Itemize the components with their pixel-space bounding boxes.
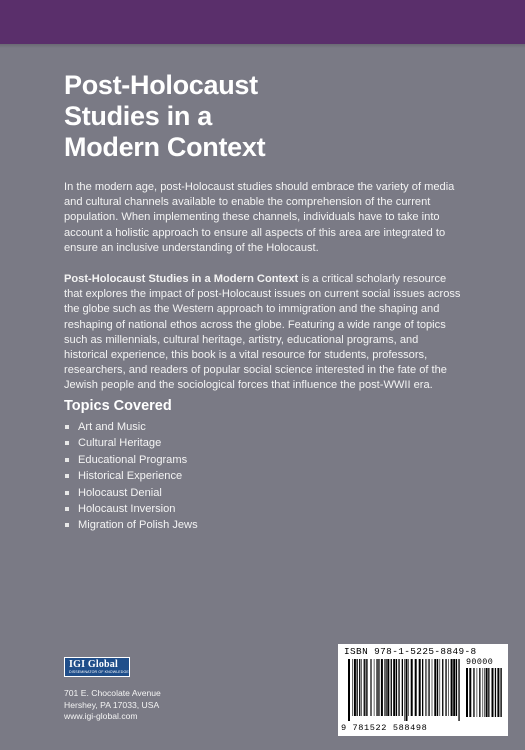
barcode-bar	[393, 659, 395, 716]
barcode-bar	[364, 659, 365, 716]
barcode-bar	[385, 659, 386, 716]
barcode-bar	[376, 659, 377, 716]
barcode-bar	[411, 659, 413, 716]
barcode-bar	[451, 659, 453, 716]
barcode-bar	[466, 668, 468, 717]
square-bullet-icon	[65, 425, 69, 429]
barcode-bar	[387, 659, 389, 716]
address-line: Hershey, PA 17033, USA	[64, 699, 160, 710]
square-bullet-icon	[65, 458, 69, 462]
top-color-band	[0, 0, 525, 44]
barcode-bar	[391, 659, 392, 716]
publisher-website: www.igi-global.com	[64, 711, 138, 722]
topic-item	[64, 452, 364, 468]
barcode-bar	[384, 659, 385, 716]
barcode-bar	[492, 668, 494, 717]
topic-label: Holocaust Inversion	[78, 503, 176, 516]
barcode-bar	[371, 659, 372, 716]
barcode-bar	[366, 659, 367, 716]
square-bullet-icon	[65, 474, 69, 478]
logo-main-text: IGI Global	[69, 659, 118, 670]
isbn-barcode	[338, 644, 508, 736]
topic-label: Migration of Polish Jews	[78, 519, 198, 532]
title-line: Post-Holocaust	[64, 70, 258, 100]
ean-digits: 9 781522 588498	[341, 723, 428, 733]
barcode-bar	[484, 668, 485, 717]
barcode-bar	[367, 659, 368, 716]
book-title	[64, 70, 384, 163]
barcode-bar	[432, 659, 433, 716]
barcode-bar	[396, 659, 397, 716]
top-band-shadow	[0, 44, 525, 48]
publisher-address	[64, 688, 161, 723]
barcode-bar	[348, 659, 350, 721]
barcode-bar	[354, 659, 356, 716]
barcode-bar	[425, 659, 426, 716]
square-bullet-icon	[65, 523, 69, 527]
barcode-bar	[453, 659, 455, 716]
address-line: 701 E. Chocolate Avenue	[64, 688, 161, 698]
barcode-bar	[445, 659, 446, 716]
topic-item	[64, 435, 364, 451]
barcode-bar	[440, 659, 441, 716]
barcode-bar	[402, 659, 403, 716]
barcode-bar	[437, 659, 438, 716]
topic-item	[64, 501, 364, 517]
square-bullet-icon	[65, 491, 69, 495]
topics-list	[64, 419, 364, 534]
igi-global-logo	[64, 657, 130, 677]
barcode-bar	[370, 659, 371, 716]
addon-barcode-bars	[466, 668, 502, 722]
title-line: Modern Context	[64, 132, 266, 162]
barcode-bar	[479, 668, 480, 717]
barcode-bar	[456, 659, 457, 716]
topic-item	[64, 468, 364, 484]
logo-sub-text: DISSEMINATOR OF KNOWLEDGE	[69, 670, 129, 674]
barcode-bar	[406, 659, 408, 721]
barcode-bar	[415, 659, 417, 716]
barcode-bar	[500, 668, 501, 717]
barcode-bar	[483, 668, 484, 717]
barcode-bar	[381, 659, 383, 716]
barcode-bar	[361, 659, 362, 716]
barcode-bar	[501, 668, 502, 717]
topics-heading: Topics Covered	[64, 398, 172, 414]
barcode-bar	[419, 659, 421, 716]
topic-label: Art and Music	[78, 421, 146, 433]
barcode-bar	[473, 668, 474, 717]
topic-label: Educational Programs	[78, 453, 188, 466]
ean-barcode-bars	[348, 659, 460, 721]
addon-digits: 90000	[466, 657, 494, 667]
topic-label: Historical Experience	[78, 470, 183, 483]
topic-label: Cultural Heritage	[78, 437, 162, 450]
barcode-bar	[448, 659, 449, 716]
intro-paragraph: In the modern age, post-Holocaust studies should embrace the variety of media and cultural channels available to enable the comprehension of the current population. When implementing these channels, individuals have to take into account a holistic approach to ensure all aspects of this area are integrated to ensure an inclusive understanding of the Holocaust.	[64, 181, 455, 254]
barcode-bar	[497, 668, 499, 717]
barcode-bar	[398, 659, 399, 716]
barcode-bar	[378, 659, 379, 716]
isbn-text: ISBN 978-1-5225-8849-8	[344, 646, 477, 657]
barcode-bar	[477, 668, 478, 717]
topic-label: Holocaust Denial	[78, 486, 162, 499]
square-bullet-icon	[65, 441, 69, 445]
barcode-bar	[427, 659, 428, 716]
barcode-bar	[404, 659, 405, 721]
topic-item	[64, 419, 364, 435]
barcode-bar	[359, 659, 360, 716]
description-paragraph	[64, 272, 464, 394]
barcode-bar	[428, 659, 429, 716]
barcode-bar	[434, 659, 436, 716]
topic-item	[64, 517, 364, 533]
description-book-title: Post-Holocaust Studies in a Modern Context	[64, 273, 299, 285]
title-line: Studies in a	[64, 101, 212, 131]
topic-item	[64, 485, 364, 501]
barcode-bar	[374, 659, 375, 716]
barcode-bar	[495, 668, 496, 717]
description-text: is a critical scholarly resource that explores the impact of post-Holocaust issues on current social issues across the globe such as the Western approach to immigration and the shaping and reshaping of national ethos across the globe. Featuring a wide range of topics such as millennials, cultural heritage, artistry, educational programs, and historical experience, this book is a vital resource for students, professors, researchers, and readers of popular social science interested in the fate of the Jewish people and the sociological forces that influence the post-WWII era.	[64, 273, 461, 392]
barcode-bar	[352, 659, 353, 716]
barcode-bar	[408, 659, 409, 716]
barcode-bar	[488, 668, 489, 717]
barcode-bar	[422, 659, 423, 716]
barcode-bar	[458, 659, 459, 721]
barcode-bar	[357, 659, 358, 716]
square-bullet-icon	[65, 507, 69, 511]
barcode-bar	[442, 659, 443, 716]
barcode-bar	[469, 668, 471, 717]
barcode-bar	[486, 668, 488, 717]
